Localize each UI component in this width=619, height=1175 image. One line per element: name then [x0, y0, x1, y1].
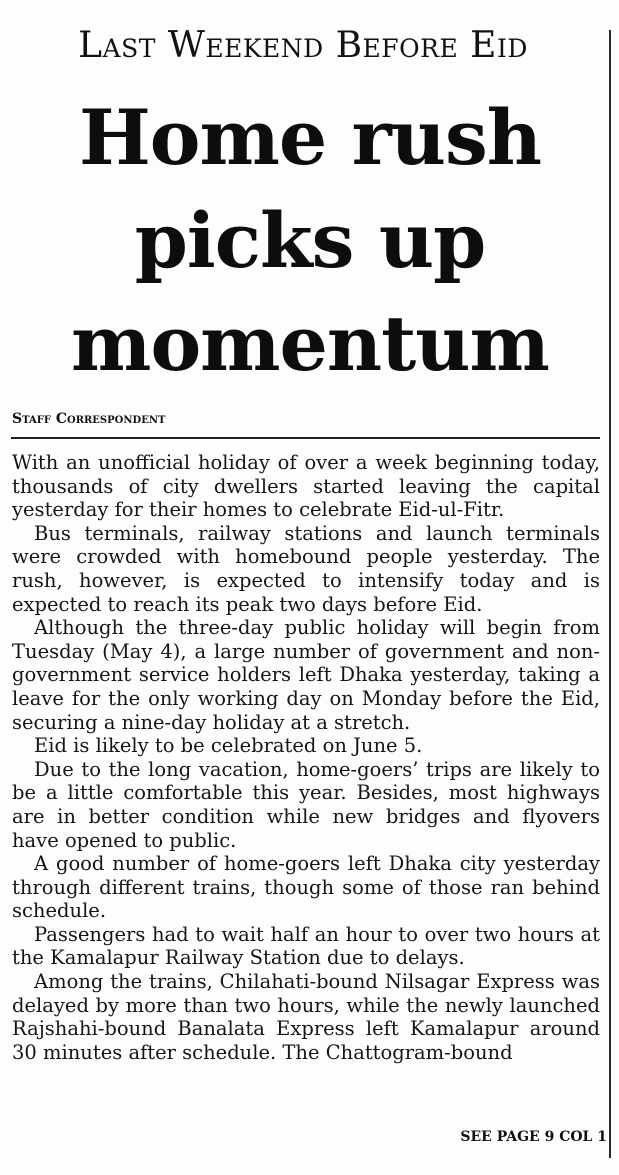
byline-divider — [11, 437, 600, 439]
headline-line: momentum — [71, 299, 549, 388]
kicker-headline: Last Weekend Before Eid — [78, 25, 528, 66]
paragraph: Passengers had to wait half an hour to over two hours at the Kamalapur Railway Station due to delays. — [12, 922, 600, 970]
paragraph: With an unofficial holiday of over a week beginning today, thousands of city dwellers started leaving the capital yesterday for their homes to celebrate Eid-ul-Fitr. — [12, 451, 600, 522]
headline-line: picks up — [134, 196, 486, 285]
paragraph: Among the trains, Chilahati-bound Nilsagar Express was delayed by more than two hours, while the newly launched Rajshahi-bound Banalata Express left Kamalapur around 30 minutes after schedule. The Chattogram-bound — [12, 970, 600, 1064]
paragraph: Eid is likely to be celebrated on June 5. — [34, 734, 423, 758]
paragraph: A good number of home-goers left Dhaka city yesterday through different trains, though some of those ran behind schedule. — [12, 852, 600, 923]
continued-on-page: SEE PAGE 9 COL 1 — [460, 1129, 607, 1145]
headline — [0, 86, 619, 395]
paragraph: Due to the long vacation, home-goers’ trips are likely to be a little comfortable this year. Besides, most highways are in better condition while new bridges and flyovers have opened to public. — [12, 757, 600, 852]
paragraph: Bus terminals, railway stations and launch terminals were crowded with homebound people yesterday. The rush, however, is expected to intensify today and is expected to reach its peak two days before Eid. — [12, 521, 600, 616]
byline: Staff Correspondent — [12, 411, 166, 427]
paragraph: Although the three-day public holiday will begin from Tuesday (May 4), a large number of government and non-government service holders left Dhaka yesterday, taking a leave for the only working day on Monday before the Eid, securing a nine-day holiday at a stretch. — [12, 616, 600, 734]
headline-line: Home rush — [78, 93, 542, 182]
article-body — [12, 451, 600, 1064]
